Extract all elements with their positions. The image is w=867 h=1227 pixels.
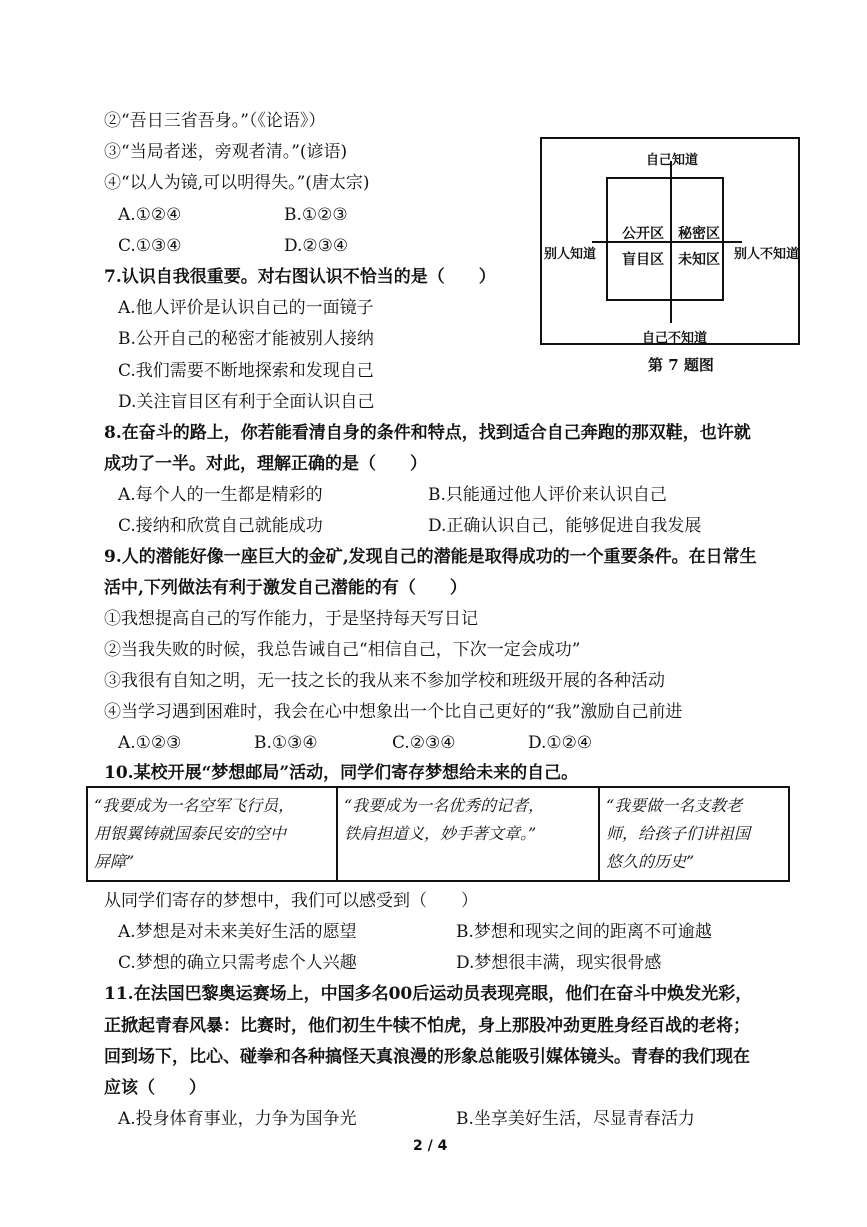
q9-item-1: ①我想提高自己的写作能力，于是坚持每天写日记 — [104, 609, 478, 629]
diagram-zone-unknown: 未知区 — [678, 252, 720, 268]
diagram-label-left: 别人知道 — [544, 247, 597, 262]
quote-item-2: ②“吾日三省吾身。”（《论语》） — [104, 111, 326, 131]
diagram-zone-blind: 盲目区 — [622, 252, 664, 268]
q10-option-a: A.梦想是对未来美好生活的愿望 — [118, 922, 357, 942]
quote-item-4: ④“以人为镜,可以明得失。”(唐太宗) — [104, 173, 370, 193]
q11-stem-line-1: 11.在法国巴黎奥运赛场上，中国多名00后运动员表现亮眼，他们在奋斗中焕发光彩， — [104, 984, 753, 1004]
diagram-zone-open: 公开区 — [622, 226, 664, 242]
q8-option-c: C.接纳和欣赏自己就能成功 — [118, 516, 323, 536]
q7-option-a: A.他人评价是认识自己的一面镜子 — [118, 298, 374, 318]
dream-cell-pilot — [87, 787, 337, 881]
diagram-zone-secret: 秘密区 — [678, 226, 720, 242]
dream-cell-pilot-line-1: “我要成为一名空军飞行员， — [94, 796, 295, 815]
q9-item-3: ③我很有自知之明，无一技之长的我从来不参加学校和班级开展的各种活动 — [104, 671, 665, 691]
q10-option-b: B.梦想和现实之间的距离不可逾越 — [456, 922, 712, 942]
dream-cell-teacher-line-1: “我要做一名支教老 — [606, 796, 743, 815]
dream-cell-teacher-line-3: 悠久的历史” — [606, 852, 695, 871]
q8-stem-line-2: 成功了一半。对此，理解正确的是（ ） — [104, 454, 427, 474]
q11-stem-line-2: 正掀起青春风暴：比赛时，他们初生牛犊不怕虎，身上那股冲劲更胜身经百战的老将； — [104, 1016, 750, 1036]
q9-item-4: ④当学习遇到困难时，我会在心中想象出一个比自己更好的“我”激励自己前进 — [104, 702, 683, 722]
q6-option-c: C.①③④ — [118, 236, 182, 256]
q8-option-a: A.每个人的一生都是精彩的 — [118, 485, 323, 505]
q7-stem: 7.认识自我很重要。对右图认识不恰当的是（ ） — [104, 267, 496, 287]
q9-stem-line-1: 9.人的潜能好像一座巨大的金矿,发现自己的潜能是取得成功的一个重要条件。在日常生 — [104, 547, 757, 567]
q9-stem-line-2: 活中,下列做法有利于激发自己潜能的有（ ） — [104, 578, 467, 598]
q10-option-c: C.梦想的确立只需考虑个人兴趣 — [118, 953, 357, 973]
q10-stem: 10.某校开展“梦想邮局”活动，同学们寄存梦想给未来的自己。 — [104, 763, 579, 783]
dream-cell-journalist — [337, 787, 599, 881]
q10-option-d: D.梦想很丰满，现实很骨感 — [456, 953, 662, 973]
q8-option-d: D.正确认识自己，能够促进自我发展 — [428, 516, 702, 536]
page-number: 2 / 4 — [413, 1138, 448, 1154]
dream-cell-teacher — [599, 787, 789, 881]
dream-cell-pilot-line-2: 用银翼铸就国泰民安的空中 — [94, 824, 287, 843]
q7-option-d: D.关注盲目区有利于全面认识自己 — [118, 392, 375, 412]
diagram-label-right: 别人不知道 — [734, 247, 800, 262]
q9-option-b: B.①③④ — [254, 733, 318, 753]
q11-stem-line-3: 回到场下，比心、碰拳和各种搞怪天真浪漫的形象总能吸引媒体镜头。青春的我们现在 — [104, 1047, 750, 1067]
q11-stem-line-4: 应该（ ） — [104, 1078, 206, 1098]
q9-option-d: D.①②④ — [528, 733, 593, 753]
quote-item-3: ③“当局者迷，旁观者清。”(谚语) — [104, 142, 348, 162]
q6-option-d: D.②③④ — [284, 236, 349, 256]
q8-option-b: B.只能通过他人评价来认识自己 — [428, 485, 667, 505]
diagram-label-bottom: 自己不知道 — [642, 331, 708, 346]
q11-option-b: B.坐享美好生活，尽显青春活力 — [456, 1109, 695, 1129]
q8-stem-line-1: 8.在奋斗的路上，你若能看清自身的条件和特点，找到适合自己奔跑的那双鞋，也许就 — [104, 423, 751, 443]
q10-dream-table — [86, 786, 790, 882]
dream-cell-teacher-line-2: 师，给孩子们讲祖国 — [606, 824, 751, 843]
diagram-caption: 第 7 题图 — [648, 356, 714, 374]
q9-item-2: ②当我失败的时候，我总告诫自己“相信自己，下次一定会成功” — [104, 640, 581, 660]
q10-ask: 从同学们寄存的梦想中，我们可以感受到（ ） — [104, 891, 478, 911]
dream-cell-journalist-line-2: 铁肩担道义，妙手著文章。” — [344, 824, 537, 843]
diagram-label-top: 自己知道 — [646, 153, 699, 168]
dream-cell-journalist-line-1: “我要成为一名优秀的记者， — [344, 796, 545, 815]
q9-option-a: A.①②③ — [118, 733, 182, 753]
johari-window-diagram — [540, 137, 800, 345]
q6-option-b: B.①②③ — [284, 205, 348, 225]
q7-option-b: B.公开自己的秘密才能被别人接纳 — [118, 329, 374, 349]
q7-option-c: C.我们需要不断地探索和发现自己 — [118, 361, 374, 381]
q9-option-c: C.②③④ — [392, 733, 456, 753]
dream-cell-pilot-line-3: 屏障” — [94, 852, 135, 871]
q6-option-a: A.①②④ — [118, 205, 182, 225]
q11-option-a: A.投身体育事业，力争为国争光 — [118, 1109, 357, 1129]
